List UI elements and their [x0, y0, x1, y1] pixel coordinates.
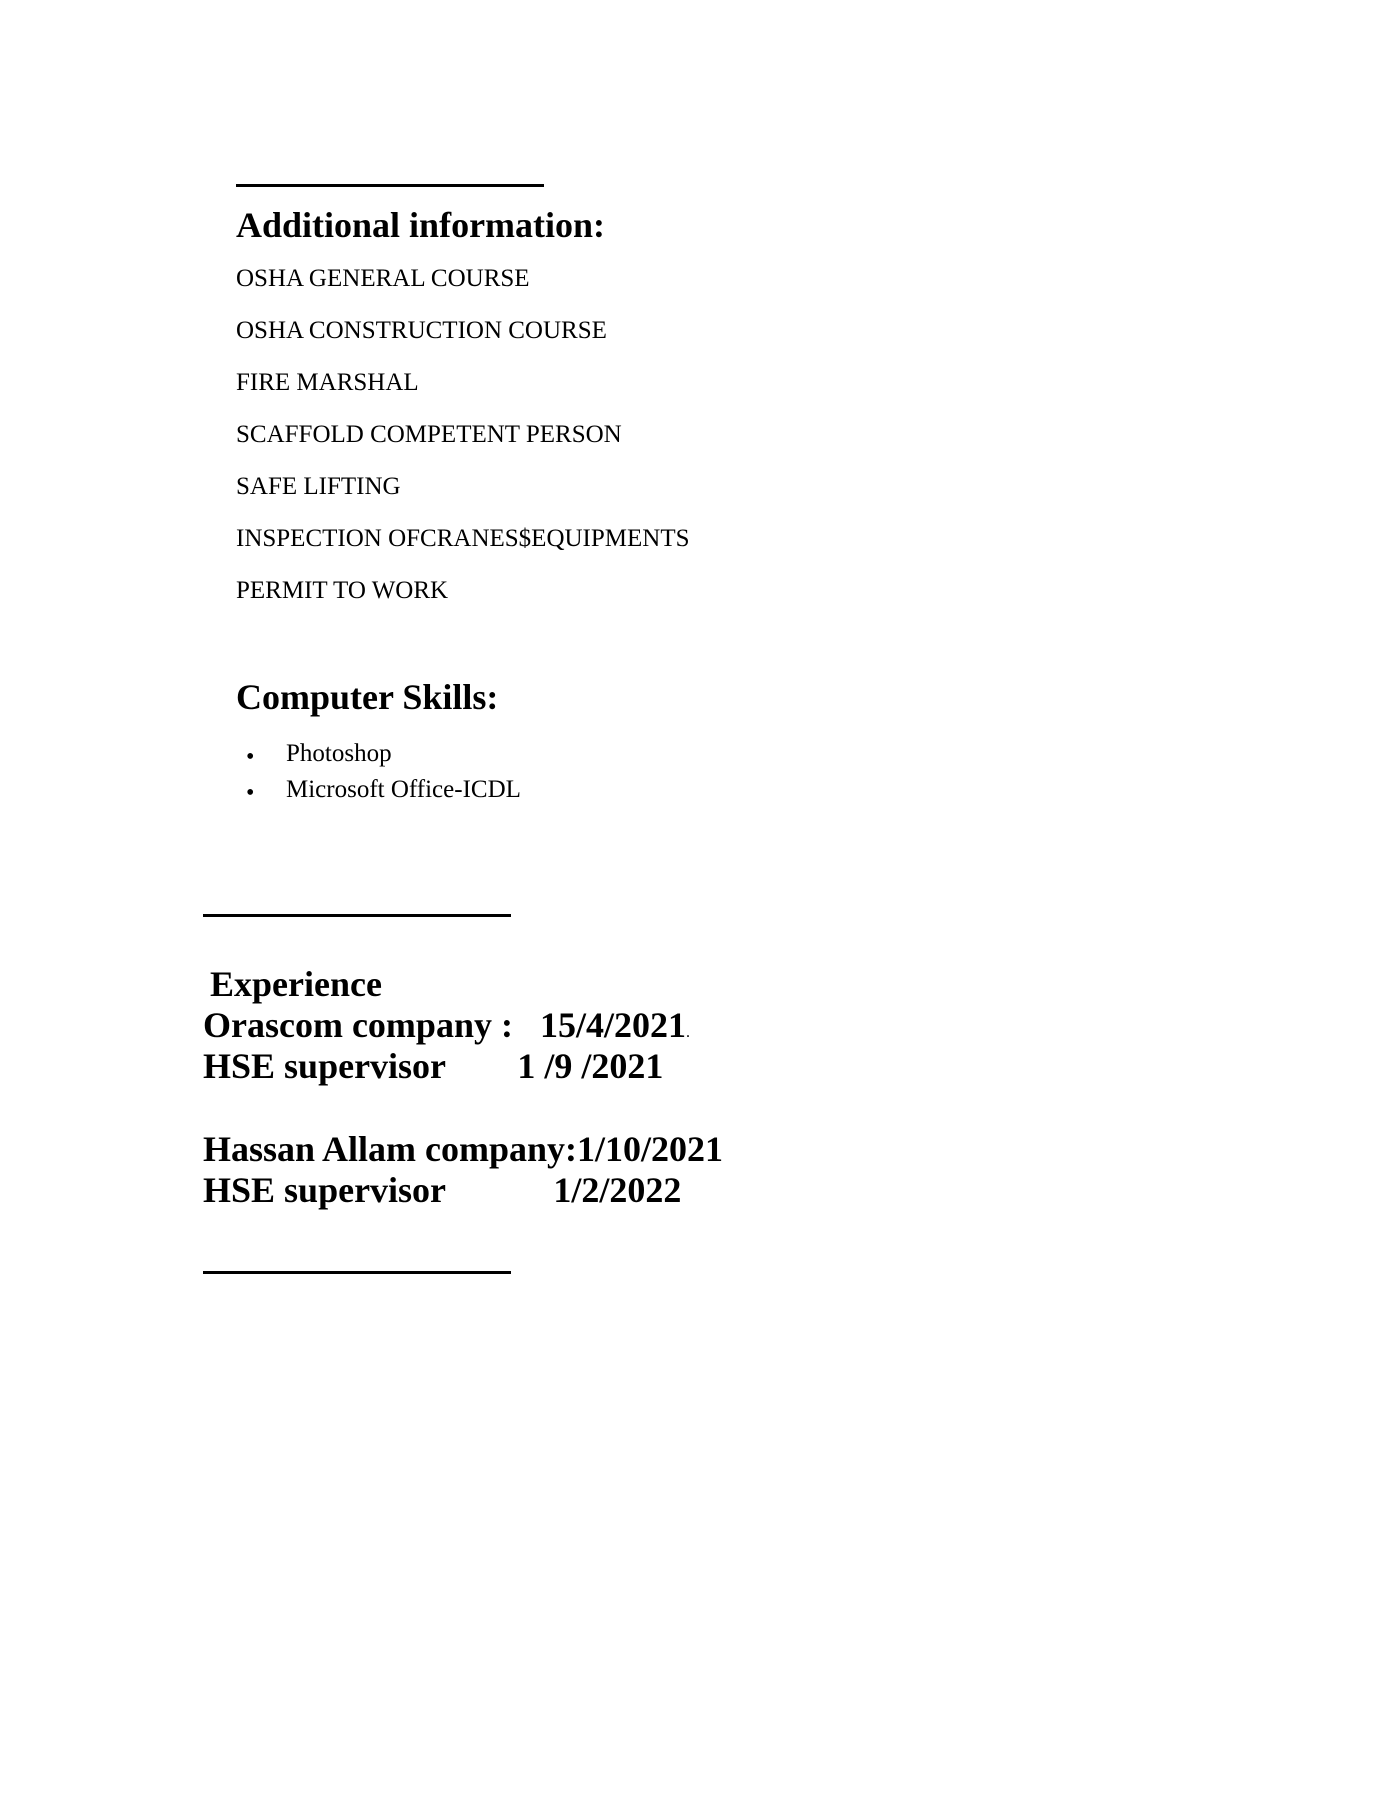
- experience-entry-2-company-line: [203, 1129, 723, 1170]
- additional-information-heading: Additional information:: [236, 205, 606, 245]
- bottom-divider: [203, 1271, 511, 1274]
- skill-label: Microsoft Office-ICDL: [286, 776, 521, 803]
- trailing-mark: .: [685, 1024, 690, 1041]
- list-item: FIRE MARSHAL: [236, 369, 419, 396]
- end-date: 1/2/2022: [553, 1170, 682, 1210]
- list-item: SCAFFOLD COMPETENT PERSON: [236, 421, 622, 448]
- bullet-icon: •: [246, 780, 255, 806]
- list-item: SAFE LIFTING: [236, 473, 401, 500]
- course-list: [236, 264, 690, 628]
- company-name: Hassan Allam company:: [203, 1129, 578, 1169]
- list-item: INSPECTION OFCRANES$EQUIPMENTS: [236, 525, 690, 552]
- skills-list: [236, 739, 521, 811]
- job-title: HSE supervisor: [203, 1046, 446, 1086]
- start-date: 15/4/2021: [539, 1005, 686, 1045]
- list-item: OSHA GENERAL COURSE: [236, 265, 530, 292]
- list-item: PERMIT TO WORK: [236, 577, 449, 604]
- start-date: 1/10/2021: [577, 1129, 724, 1169]
- experience-heading: Experience: [210, 964, 382, 1004]
- middle-divider: [203, 914, 511, 917]
- top-divider: [236, 184, 544, 187]
- list-item: OSHA CONSTRUCTION COURSE: [236, 317, 607, 344]
- bullet-icon: •: [246, 744, 255, 770]
- job-title: HSE supervisor: [203, 1170, 446, 1210]
- computer-skills-heading: Computer Skills:: [236, 677, 499, 717]
- company-name: Orascom company :: [203, 1005, 513, 1045]
- skill-label: Photoshop: [286, 740, 392, 767]
- experience-entry-2-role-line: [203, 1170, 681, 1211]
- list-item: [236, 775, 521, 811]
- end-date: 1 /9 /2021: [517, 1046, 664, 1086]
- experience-entry-1-role-line: [203, 1046, 663, 1087]
- list-item: [236, 739, 521, 775]
